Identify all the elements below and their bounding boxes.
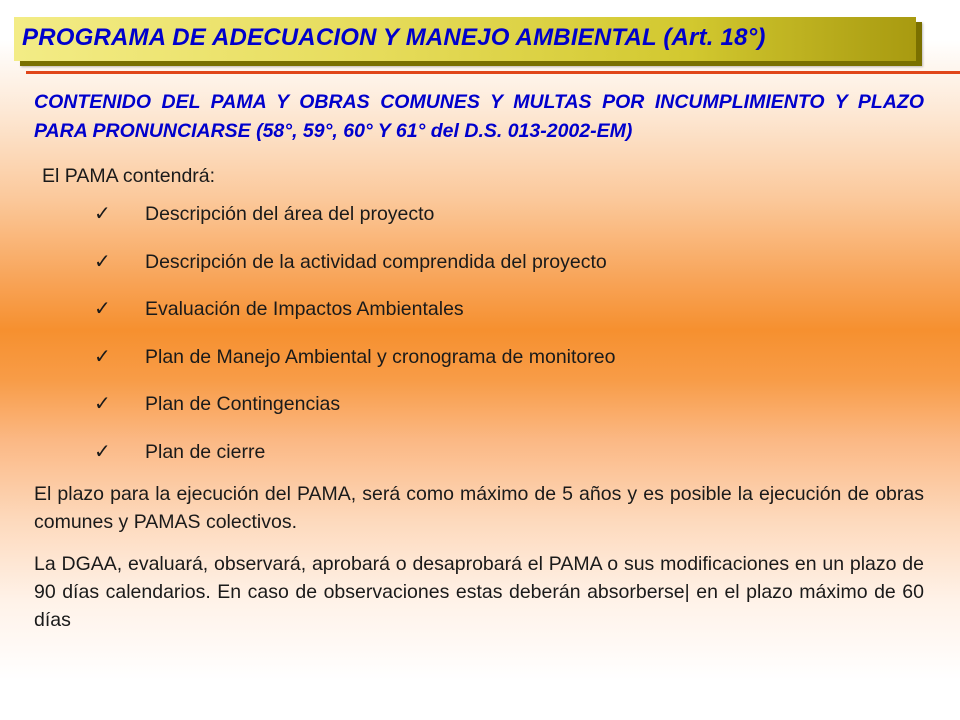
checklist-item-label: Descripción de la actividad comprendida del proyecto xyxy=(145,250,607,273)
checkmark-icon: ✓ xyxy=(94,203,111,225)
checkmark-icon: ✓ xyxy=(94,250,111,273)
title-divider xyxy=(26,71,960,74)
checklist-item-label: Evaluación de Impactos Ambientales xyxy=(145,298,464,320)
evaluation-paragraph: La DGAA, evaluará, observará, aprobará o desaprobará el PAMA o sus modificaciones en un plazo de 90 días calendarios. En caso de observaciones estas deberán absorberse| en el plazo máximo de 60 días xyxy=(34,553,924,631)
section-heading: CONTENIDO DEL PAMA Y OBRAS COMUNES Y MULTAS POR INCUMPLIMIENTO Y PLAZO PARA PRONUNCIARSE (58°, 59°, 60° Y 61° del D.S. 013-2002-EM) xyxy=(34,91,924,142)
checklist-item xyxy=(34,297,924,345)
checklist-item-label: Descripción del área del proyecto xyxy=(145,203,435,225)
checklist-item xyxy=(34,250,924,298)
checklist-item-label: Plan de Contingencias xyxy=(145,393,341,415)
slide-title: PROGRAMA DE ADECUACION Y MANEJO AMBIENTAL (Art. 18°) xyxy=(22,24,766,51)
checklist-item-label: Plan de Manejo Ambiental y cronograma de monitoreo xyxy=(145,345,616,368)
checkmark-icon: ✓ xyxy=(94,440,111,463)
checkmark-icon: ✓ xyxy=(94,298,111,320)
slide-content xyxy=(34,88,924,634)
checklist-item xyxy=(34,202,924,250)
checklist-item xyxy=(34,345,924,393)
checklist-item xyxy=(34,392,924,440)
checklist-item xyxy=(34,440,924,488)
checklist xyxy=(34,202,924,487)
intro-text: El PAMA contendrá: xyxy=(42,165,216,187)
checklist-item-label: Plan de cierre xyxy=(145,440,266,463)
checkmark-icon: ✓ xyxy=(94,393,111,415)
title-bar xyxy=(0,0,960,72)
checkmark-icon: ✓ xyxy=(94,345,111,368)
deadline-paragraph: El plazo para la ejecución del PAMA, será como máximo de 5 años y es posible la ejecución de obras comunes y PAMAS colectivos. xyxy=(34,483,924,533)
